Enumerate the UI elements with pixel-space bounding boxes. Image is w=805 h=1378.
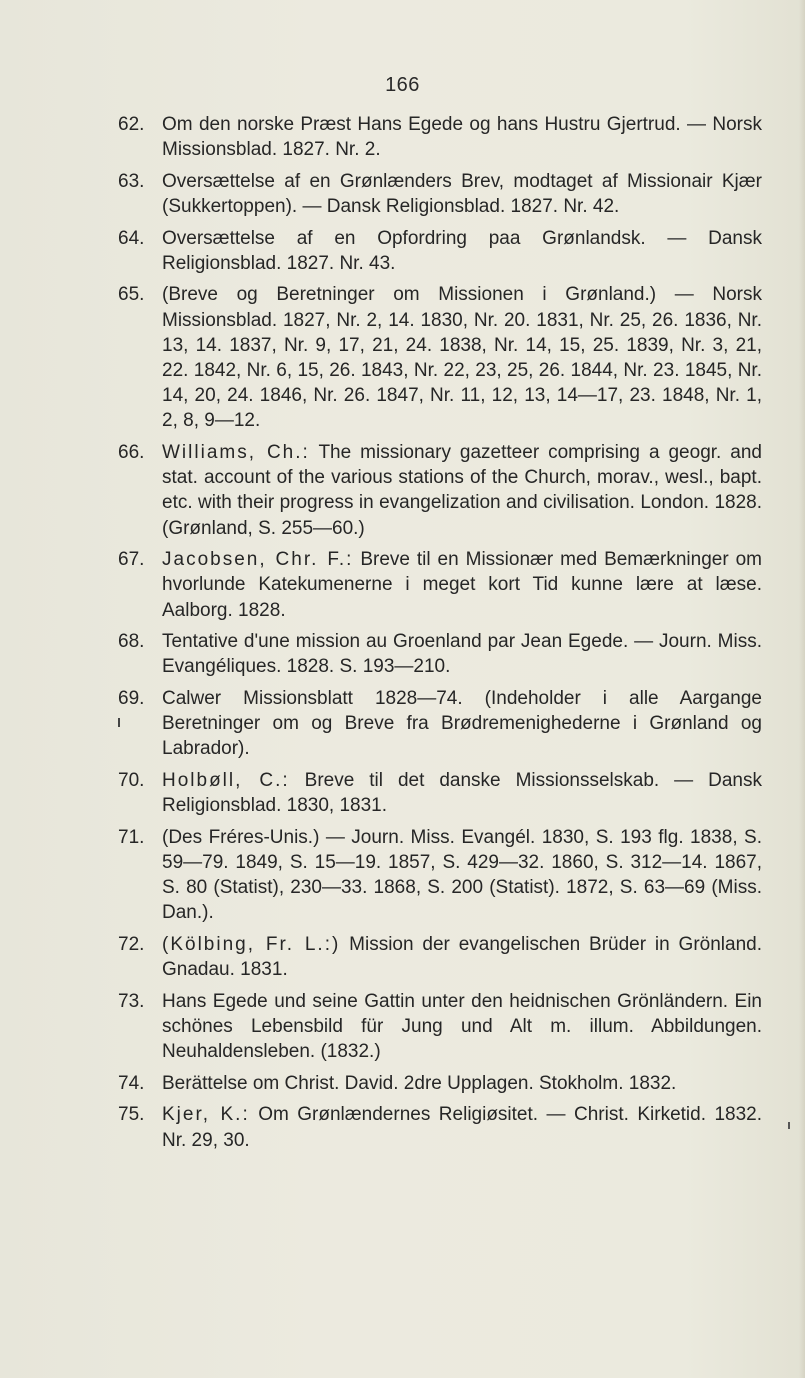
entry-text	[162, 932, 762, 982]
bibliography-entry	[118, 547, 762, 623]
bibliography-entry	[118, 112, 762, 162]
entry-text: Tentative d'une mission au Groenland par Jean Egede. — Journ. Miss. Evangéliques. 1828. S. 193—210.	[162, 631, 762, 678]
entry-text: Calwer Missionsblatt 1828—74. (Indeholder i alle Aargange Beretninger om og Breve fra Brødremenighederne i Grønland og Labrador).	[162, 688, 762, 760]
entry-text	[162, 1102, 762, 1152]
page-edge-shadow	[799, 0, 805, 1378]
entry-text: Oversættelse af en Grønlænders Brev, modtaget af Missionair Kjær (Sukkertoppen). — Dansk Religionsblad. 1827. Nr. 42.	[162, 170, 762, 217]
entry-number: 66.	[118, 442, 145, 463]
entry-number: 62.	[118, 114, 145, 135]
bibliography-list	[118, 112, 763, 1159]
bibliography-entry	[118, 825, 762, 926]
entry-number: 67.	[118, 549, 145, 571]
entry-author: (Kölbing, Fr. L.:)	[162, 934, 341, 955]
entry-number: 74.	[118, 1072, 145, 1094]
bibliography-entry	[118, 440, 762, 541]
bibliography-entry	[118, 989, 762, 1065]
entry-text: Berättelse om Christ. David. 2dre Upplagen. Stokholm. 1832.	[162, 1072, 677, 1094]
entry-number: 75.	[118, 1104, 145, 1126]
bibliography-entry	[118, 226, 762, 276]
bibliography-entry	[118, 629, 762, 679]
entry-number: 65.	[118, 284, 145, 306]
entry-author: Holbøll, C.:	[162, 770, 290, 791]
bibliography-entry	[118, 932, 762, 982]
bibliography-entry	[118, 686, 762, 762]
bibliography-entry	[118, 169, 762, 219]
entry-number: 71.	[118, 826, 145, 848]
bibliography-entry	[118, 1102, 763, 1152]
entry-number: 64.	[118, 227, 145, 249]
entry-text: (Breve og Beretninger om Missionen i Grønland.) — Norsk Missionsblad. 1827, Nr. 2, 14. 1830, Nr. 20. 1831, Nr. 25, 26. 1836, Nr. 13, 14. 1837, Nr. 9, 17, 21, 24. 1838, Nr. 14, 15, 25. 1839, Nr. 3, 21, 22. 1842, Nr. 6, 15, 26. 1843, Nr. 22, 23, 25, 26. 1844, Nr. 23. 1845, Nr. 14, 20, 24. 1846, Nr. 26. 1847, Nr. 11, 12, 13, 14—17, 23. 1848, Nr. 1, 2, 8, 9—12.	[162, 284, 762, 432]
bibliography-entry	[118, 282, 762, 433]
bibliography-entry	[118, 1071, 762, 1096]
entry-text: Om den norske Præst Hans Egede og hans Hustru Gjertrud. — Norsk Missionsblad. 1827. Nr. 2.	[162, 114, 762, 161]
bibliography-entry	[118, 768, 762, 818]
entry-number: 69.	[118, 688, 145, 709]
entry-number: 70.	[118, 770, 145, 791]
entry-text	[162, 440, 762, 541]
margin-mark	[118, 718, 120, 727]
entry-text: Oversættelse af en Opfordring paa Grønlandsk. — Dansk Religionsblad. 1827. Nr. 43.	[162, 227, 762, 274]
entry-author: Williams, Ch.:	[162, 442, 310, 463]
entry-title: Om Grønlændernes Religiøsitet. — Christ. Kirketid. 1832. Nr. 29, 30.	[162, 1104, 763, 1151]
entry-text: (Des Fréres-Unis.) — Journ. Miss. Evangél. 1830, S. 193 flg. 1838, S. 59—79. 1849, S. 15—19. 1857, S. 429—32. 1860, S. 312—14. 1867, S. 80 (Statist), 230—33. 1868, S. 200 (Statist). 1872, S. 63—69 (Miss. Dan.).	[162, 826, 762, 924]
entry-number: 68.	[118, 631, 145, 653]
margin-mark	[788, 1122, 790, 1129]
entry-title: Breve til en Missionær med Bemærkninger om hvorlunde Katekumenerne i meget kort Tid kunne lære at læse. Aalborg. 1828.	[162, 549, 762, 621]
entry-title: Breve til det danske Missionsselskab. — Dansk Religionsblad. 1830, 1831.	[162, 770, 762, 817]
entry-author: Kjer, K.:	[162, 1104, 250, 1126]
entry-text	[162, 768, 762, 818]
entry-title: Mission der evangelischen Brüder in Grönland. Gnadau. 1831.	[162, 934, 762, 981]
entry-number: 72.	[118, 934, 145, 955]
entry-author: Jacobsen, Chr. F.:	[162, 549, 354, 571]
entry-title: The missionary gazetteer comprising a geogr. and stat. account of the various stations of the Church, morav., wesl., bapt. etc. with their progress in evangelization and civilisation. London. 1828. (Grønland, S. 255—60.)	[162, 442, 762, 539]
entry-text: Hans Egede und seine Gattin unter den heidnischen Grönländern. Ein schönes Lebensbild für Jung und Alt m. illum. Abbildungen. Neuhaldensleben. (1832.)	[162, 990, 762, 1063]
page-number: 166	[385, 74, 420, 96]
entry-number: 63.	[118, 170, 145, 192]
entry-text	[162, 547, 762, 623]
entry-number: 73.	[118, 990, 145, 1012]
